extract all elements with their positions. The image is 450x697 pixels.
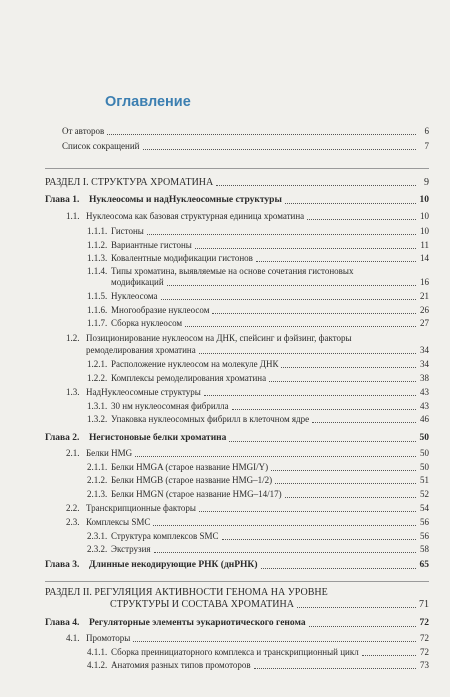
- page-number: 56: [420, 517, 429, 527]
- leader-dots: [216, 185, 416, 186]
- toc-entry-1-1-6[interactable]: [87, 305, 429, 316]
- page-number: 14: [420, 253, 429, 263]
- page-number: 34: [420, 359, 429, 369]
- page-number: 72: [420, 647, 429, 657]
- page-number: 16: [420, 277, 429, 287]
- leader-dots: [153, 525, 416, 526]
- toc-entry-2-1-3[interactable]: [87, 489, 429, 500]
- leader-dots: [256, 261, 416, 262]
- toc-entry-chapter-3[interactable]: [45, 560, 429, 571]
- leader-dots: [297, 607, 416, 608]
- toc-entry-1-1-2[interactable]: [87, 240, 429, 251]
- section-number: 1.3.2.: [87, 414, 108, 424]
- toc-entry-part-2-first-line[interactable]: [45, 587, 328, 598]
- part-title-continued: СТРУКТУРЫ И СОСТАВА ХРОМАТИНА: [110, 599, 294, 610]
- section-title: Белки HMGB (старое название HMG–1/2): [111, 475, 273, 485]
- toc-entry-1-1-7[interactable]: [87, 318, 429, 329]
- section-divider: [45, 168, 429, 169]
- section-title: Гистоны: [111, 226, 144, 236]
- section-number: 4.1.2.: [87, 660, 108, 670]
- leader-dots: [271, 470, 416, 471]
- toc-entry-abbreviations[interactable]: [62, 141, 429, 152]
- toc-entry-4-1[interactable]: [66, 633, 429, 644]
- chapter-title: Нуклеосомы и надНуклеосомные структуры: [89, 195, 282, 205]
- section-title: Белки HMG: [86, 448, 133, 458]
- section-title: Расположение нуклеосом на молекуле ДНК: [111, 359, 279, 369]
- section-title-continued: модификаций: [111, 277, 164, 287]
- page-number: 9: [424, 177, 429, 188]
- toc-entry-1-2[interactable]: [86, 345, 429, 356]
- leader-dots: [199, 353, 416, 354]
- leader-dots: [285, 203, 416, 204]
- toc-entry-1-1[interactable]: [66, 211, 429, 222]
- toc-entry-4-1-2[interactable]: [87, 660, 429, 671]
- section-title: Белки HMGN (старое название HMG–14/17): [111, 489, 282, 499]
- toc-entry-chapter-1[interactable]: [45, 195, 429, 206]
- section-title: Сборка преинициаторного комплекса и транскрипционный цикл: [111, 647, 359, 657]
- leader-dots: [254, 668, 416, 669]
- page-number: 50: [419, 433, 429, 443]
- page-number: 50: [420, 448, 429, 458]
- page-number: 10: [419, 195, 429, 205]
- toc-entry-chapter-2[interactable]: [45, 433, 429, 444]
- toc-entry-2-1-1[interactable]: [87, 462, 429, 473]
- leader-dots: [362, 655, 416, 656]
- page-number: 71: [419, 599, 429, 610]
- page-number: 73: [420, 660, 429, 670]
- page-number: 43: [420, 387, 429, 397]
- page-number: 38: [420, 373, 429, 383]
- section-number: 1.1.7.: [87, 318, 108, 328]
- section-number: 1.1.1.: [87, 226, 108, 236]
- section-number: 1.1.6.: [87, 305, 108, 315]
- toc-entry-1-1-4-first-line[interactable]: [87, 266, 353, 277]
- section-number: 1.2.1.: [87, 359, 108, 369]
- chapter-number: Глава 1.: [45, 195, 80, 205]
- leader-dots: [285, 497, 416, 498]
- page-number: 54: [420, 503, 429, 513]
- section-title: НадНуклеосомные структуры: [86, 387, 201, 397]
- leader-dots: [275, 483, 416, 484]
- toc-entry-2-3-1[interactable]: [87, 531, 429, 542]
- toc-entry-chapter-4[interactable]: [45, 618, 429, 629]
- toc-entry-2-3-2[interactable]: [87, 544, 429, 555]
- section-title: Комплексы SMC: [86, 517, 151, 527]
- section-number: 2.1.2.: [87, 475, 108, 485]
- toc-entry-2-2[interactable]: [66, 503, 429, 514]
- page-number: 56: [420, 531, 429, 541]
- leader-dots: [269, 381, 416, 382]
- page-number: 52: [420, 489, 429, 499]
- leader-dots: [107, 134, 416, 135]
- section-number: 1.1.3.: [87, 253, 108, 263]
- chapter-title: Негистоновые белки хроматина: [89, 433, 227, 443]
- section-title: Упаковка нуклеосомных фибрилл в клеточном ядре: [111, 414, 310, 424]
- leader-dots: [232, 409, 416, 410]
- section-title: Белки HMGA (старое название HMGI/Y): [111, 462, 269, 472]
- toc-entry-1-3[interactable]: [66, 387, 429, 398]
- chapter-number: Глава 3.: [45, 560, 80, 570]
- page-number: 10: [420, 226, 429, 236]
- section-number: 2.3.: [66, 517, 80, 527]
- toc-entry-1-3-1[interactable]: [87, 401, 429, 412]
- page-number: 11: [420, 240, 429, 250]
- page-number: 21: [420, 291, 429, 301]
- page-number: 58: [420, 544, 429, 554]
- leader-dots: [147, 234, 416, 235]
- toc-entry-1-2-2[interactable]: [87, 373, 429, 384]
- leader-dots: [195, 248, 416, 249]
- section-number: 2.1.1.: [87, 462, 108, 472]
- part-title: РАЗДЕЛ II. РЕГУЛЯЦИЯ АКТИВНОСТИ ГЕНОМА НА УРОВНЕ: [45, 587, 328, 598]
- toc-entry-1-2-first-line[interactable]: [66, 333, 352, 344]
- leader-dots: [204, 395, 416, 396]
- page-number: 7: [424, 141, 429, 151]
- page-number: 51: [420, 475, 429, 485]
- entry-title: Список сокращений: [62, 141, 140, 151]
- leader-dots: [309, 626, 416, 627]
- section-number: 1.1.5.: [87, 291, 108, 301]
- leader-dots: [212, 313, 416, 314]
- section-number: 2.3.2.: [87, 544, 108, 554]
- section-number: 1.1.4.: [87, 266, 108, 276]
- section-title: Нуклеосома: [111, 291, 158, 301]
- leader-dots: [281, 367, 416, 368]
- section-title: Многообразие нуклеосом: [111, 305, 210, 315]
- leader-dots: [222, 539, 416, 540]
- page-number: 72: [420, 633, 429, 643]
- leader-dots: [133, 641, 416, 642]
- page-number: 27: [420, 318, 429, 328]
- entry-title: От авторов: [62, 126, 105, 136]
- section-number: 1.2.: [66, 333, 80, 343]
- leader-dots: [167, 285, 416, 286]
- section-title-continued: ремоделирования хроматина: [86, 345, 196, 355]
- toc-entry-1-3-2[interactable]: [87, 414, 429, 425]
- chapter-number: Глава 4.: [45, 618, 80, 628]
- leader-dots: [307, 219, 416, 220]
- page-number: 72: [419, 618, 429, 628]
- section-number: 2.3.1.: [87, 531, 108, 541]
- section-number: 1.2.2.: [87, 373, 108, 383]
- page-number: 10: [420, 211, 429, 221]
- toc-entry-1-2-1[interactable]: [87, 359, 429, 370]
- section-title: Типы хроматина, выявляемые на основе сочетания гистоновых: [111, 266, 354, 276]
- leader-dots: [154, 552, 416, 553]
- section-title: Анатомия разных типов промоторов: [111, 660, 251, 670]
- page-number: 34: [420, 345, 429, 355]
- chapter-number: Глава 2.: [45, 433, 80, 443]
- section-title: Комплексы ремоделирования хроматина: [111, 373, 267, 383]
- section-title: Вариантные гистоны: [111, 240, 192, 250]
- section-title: Сборка нуклеосом: [111, 318, 183, 328]
- leader-dots: [161, 299, 416, 300]
- page-number: 6: [424, 126, 429, 136]
- leader-dots: [312, 422, 416, 423]
- leader-dots: [135, 456, 416, 457]
- page-number: 43: [420, 401, 429, 411]
- toc-entry-part-2[interactable]: [110, 599, 429, 610]
- section-number: 1.3.: [66, 387, 80, 397]
- part-title: РАЗДЕЛ I. СТРУКТУРА ХРОМАТИНА: [45, 177, 214, 188]
- section-title: Структура комплексов SMC: [111, 531, 219, 541]
- toc-entry-authors[interactable]: [62, 126, 429, 137]
- toc-entry-part-1[interactable]: [45, 177, 429, 188]
- leader-dots: [143, 149, 417, 150]
- toc-entry-2-1-2[interactable]: [87, 475, 429, 486]
- leader-dots: [199, 511, 416, 512]
- toc-entry-2-1[interactable]: [66, 448, 429, 459]
- chapter-title: Регуляторные элементы эукариотического генома: [89, 618, 306, 628]
- section-number: 4.1.: [66, 633, 80, 643]
- toc-entry-1-1-3[interactable]: [87, 253, 429, 264]
- section-number: 4.1.1.: [87, 647, 108, 657]
- toc-entry-1-1-5[interactable]: [87, 291, 429, 302]
- section-number: 1.3.1.: [87, 401, 108, 411]
- section-number: 1.1.2.: [87, 240, 108, 250]
- leader-dots: [229, 441, 416, 442]
- toc-entry-2-3[interactable]: [66, 517, 429, 528]
- toc-entry-1-1-1[interactable]: [87, 226, 429, 237]
- page-number: 50: [420, 462, 429, 472]
- leader-dots: [185, 326, 416, 327]
- page-number: 26: [420, 305, 429, 315]
- section-title: Экструзия: [111, 544, 151, 554]
- section-title: Позиционирование нуклеосом на ДНК, спейсинг и фэйзинг, факторы: [86, 333, 352, 343]
- section-title: Транскрипционные факторы: [86, 503, 196, 513]
- toc-heading: Оглавление: [105, 94, 191, 110]
- page-number: 65: [419, 560, 429, 570]
- chapter-title: Длинные некодирующие РНК (днРНК): [89, 560, 258, 570]
- section-number: 1.1.: [66, 211, 80, 221]
- section-number: 2.1.3.: [87, 489, 108, 499]
- section-divider: [45, 581, 429, 582]
- section-title: 30 нм нуклеосомная фибрилла: [111, 401, 229, 411]
- section-title: Ковалентные модификации гистонов: [111, 253, 253, 263]
- section-title: Нуклеосома как базовая структурная единица хроматина: [86, 211, 305, 221]
- section-title: Промоторы: [86, 633, 131, 643]
- section-number: 2.2.: [66, 503, 80, 513]
- page-number: 46: [420, 414, 429, 424]
- toc-entry-1-1-4[interactable]: [111, 277, 429, 288]
- leader-dots: [261, 568, 417, 569]
- section-number: 2.1.: [66, 448, 80, 458]
- toc-entry-4-1-1[interactable]: [87, 647, 429, 658]
